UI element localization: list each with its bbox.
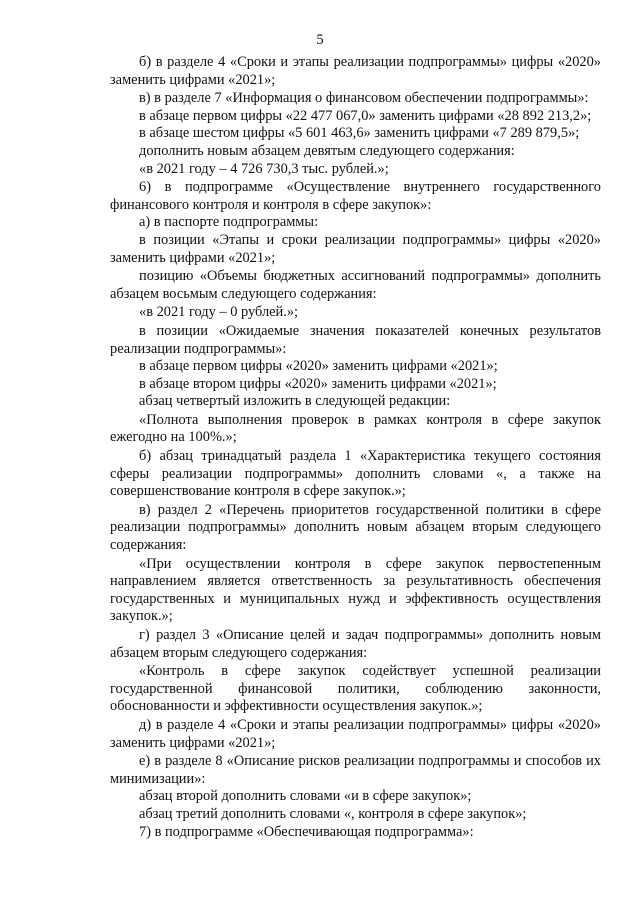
paragraph: в абзаце первом цифры «22 477 067,0» заменить цифрами «28 892 213,2»;	[139, 107, 592, 124]
paragraph: «Контроль в сфере закупок содействует успешной реализации государственной финансовой политики, соблюдению законности, обоснованности и эффективности осуществления закупок.»;	[110, 663, 601, 715]
paragraph: «в 2021 году – 0 рублей.»;	[139, 304, 299, 321]
paragraph: «При осуществлении контроля в сфере закупок первостепенным направлением является ответственность за результативность обеспечения государственных и муниципальных нужд и эффективность осуществления закупок.»;	[110, 555, 601, 625]
paragraph: абзац второй дополнить словами «и в сфере закупок»;	[139, 788, 472, 805]
paragraph: б) абзац тринадцатый раздела 1 «Характеристика текущего состояния сферы реализации подпрограммы» дополнить словами «, а также на совершенствование контроля в сфере закупок.»;	[110, 448, 601, 500]
paragraph: е) в разделе 8 «Описание рисков реализации подпрограммы и способов их минимизации»:	[110, 753, 601, 787]
paragraph: в абзаце шестом цифры «5 601 463,6» заменить цифрами «7 289 879,5»;	[139, 125, 580, 142]
page-number: 5	[316, 32, 324, 48]
paragraph: 6) в подпрограмме «Осуществление внутреннего государственного финансового контроля и контроля в сфере закупок»:	[110, 179, 601, 213]
paragraph: в позиции «Ожидаемые значения показателей конечных результатов реализации подпрограммы»:	[110, 322, 601, 357]
paragraph: а) в паспорте подпрограммы:	[139, 214, 319, 231]
paragraph: г) раздел 3 «Описание целей и задач подпрограммы» дополнить новым абзацем вторым следующего содержания:	[110, 627, 601, 661]
paragraph: абзац третий дополнить словами «, контроля в сфере закупок»;	[139, 805, 527, 822]
paragraph: б) в разделе 4 «Сроки и этапы реализации подпрограммы» цифры «2020» заменить цифрами «2021»;	[110, 54, 601, 88]
paragraph: позицию «Объемы бюджетных ассигнований подпрограммы» дополнить абзацем восьмым следующего содержания:	[110, 268, 601, 302]
document-body	[110, 54, 601, 841]
paragraph: дополнить новым абзацем девятым следующего содержания:	[139, 142, 515, 159]
paragraph: в абзаце первом цифры «2020» заменить цифрами «2021»;	[139, 358, 498, 375]
paragraph: абзац четвертый изложить в следующей редакции:	[139, 393, 451, 410]
paragraph: д) в разделе 4 «Сроки и этапы реализации подпрограммы» цифры «2020» заменить цифрами «2021»;	[110, 716, 601, 751]
paragraph: «Полнота выполнения проверок в рамках контроля в сфере закупок ежегодно на 100%.»;	[110, 411, 601, 446]
paragraph: «в 2021 году – 4 726 730,3 тыс. рублей.»;	[139, 160, 389, 177]
paragraph: в позиции «Этапы и сроки реализации подпрограммы» цифры «2020» заменить цифрами «2021»;	[110, 231, 601, 266]
paragraph: 7) в подпрограмме «Обеспечивающая подпрограмма»:	[139, 823, 474, 840]
paragraph: в) раздел 2 «Перечень приоритетов государственной политики в сфере реализации подпрограммы» дополнить новым абзацем вторым следующего содержания:	[110, 501, 601, 554]
paragraph: в абзаце втором цифры «2020» заменить цифрами «2021»;	[139, 375, 497, 392]
paragraph: в) в разделе 7 «Информация о финансовом обеспечении подпрограммы»:	[139, 90, 589, 107]
